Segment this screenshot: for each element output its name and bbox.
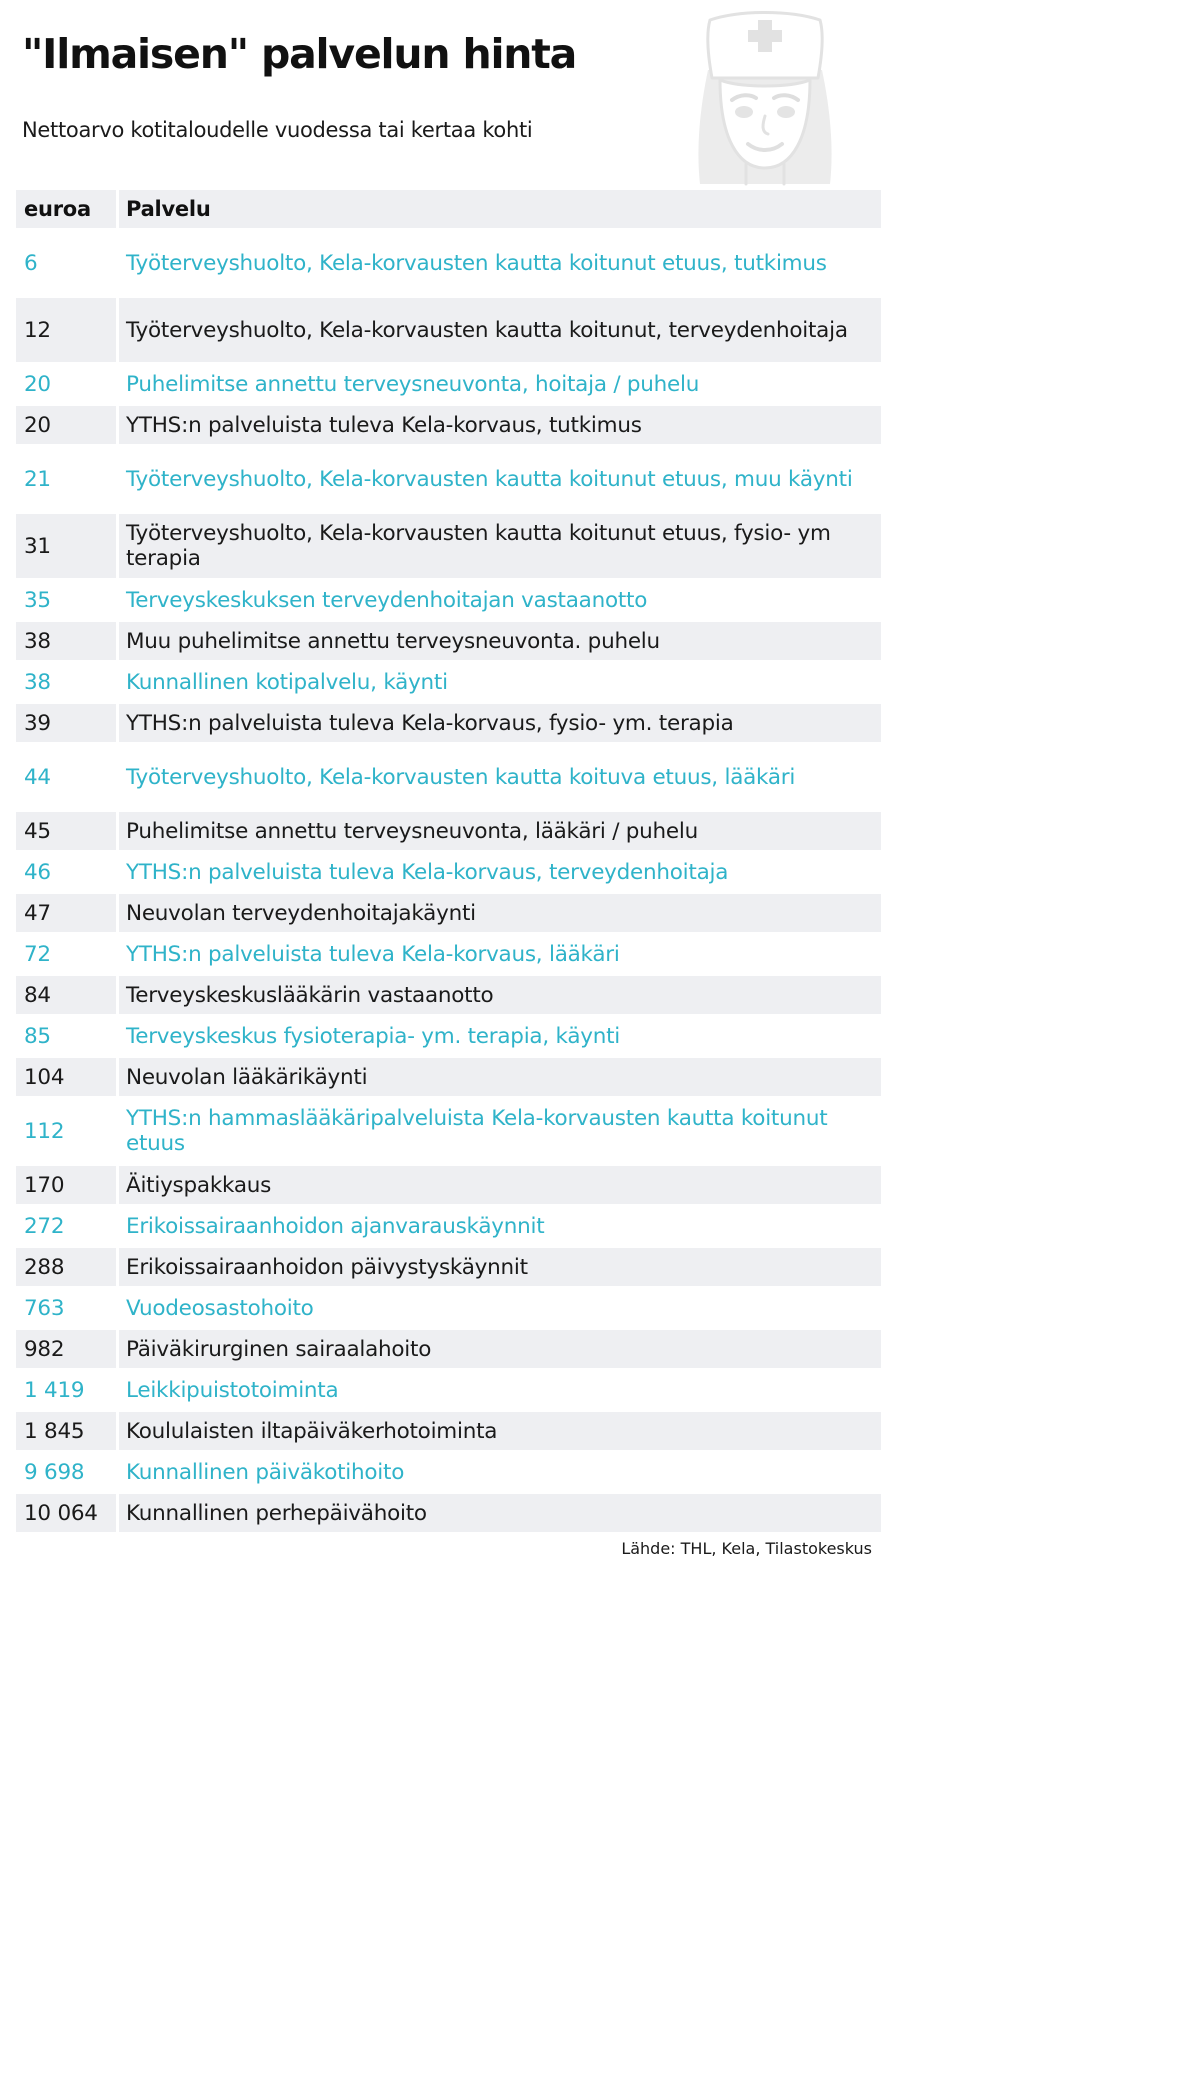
service-name: YTHS:n palveluista tuleva Kela-korvaus, lääkäri	[126, 941, 620, 967]
euro-value-cell	[16, 1166, 116, 1204]
euro-value-cell	[16, 1412, 116, 1450]
service-name: Äitiyspakkaus	[126, 1172, 272, 1198]
service-name: Muu puhelimitse annettu terveysneuvonta. puhelu	[126, 628, 660, 654]
service-cell	[119, 1453, 881, 1491]
euro-value-cell	[16, 1371, 116, 1409]
euro-value-cell	[16, 663, 116, 701]
euro-value: 20	[24, 412, 51, 438]
table-row	[16, 1248, 881, 1286]
table-row	[16, 663, 881, 701]
service-cell	[119, 704, 881, 742]
euro-value-cell	[16, 365, 116, 403]
service-cell	[119, 1412, 881, 1450]
table-row	[16, 1099, 881, 1163]
service-name: YTHS:n palveluista tuleva Kela-korvaus, terveydenhoitaja	[126, 859, 729, 885]
table-row	[16, 853, 881, 891]
service-name: Työterveyshuolto, Kela-korvausten kautta koitunut etuus, fysio- ym terapia	[126, 521, 831, 571]
table-row	[16, 298, 881, 362]
chart-title: "Ilmaisen" palvelun hinta	[22, 30, 577, 78]
euro-value: 72	[24, 941, 51, 967]
table-row	[16, 365, 881, 403]
euro-value-cell	[16, 745, 116, 809]
service-cell	[119, 663, 881, 701]
service-cell	[119, 1099, 881, 1163]
table-row	[16, 1453, 881, 1491]
euro-value-cell	[16, 406, 116, 444]
service-name: Työterveyshuolto, Kela-korvausten kautta koitunut, terveydenhoitaja	[126, 317, 848, 343]
euro-value: 85	[24, 1023, 51, 1049]
service-cell	[119, 1058, 881, 1096]
euro-value: 46	[24, 859, 51, 885]
service-cell	[119, 812, 881, 850]
euro-value: 104	[24, 1064, 65, 1090]
table-row	[16, 935, 881, 973]
euro-value-cell	[16, 1248, 116, 1286]
service-name: Neuvolan terveydenhoitajakäynti	[126, 900, 476, 926]
euro-value-cell	[16, 853, 116, 891]
euro-value: 84	[24, 982, 51, 1008]
service-name: Puhelimitse annettu terveysneuvonta, hoitaja / puhelu	[126, 371, 700, 397]
euro-value: 1 845	[24, 1418, 85, 1444]
euro-value-cell	[16, 622, 116, 660]
price-table	[16, 190, 881, 1535]
euro-value: 1 419	[24, 1377, 85, 1403]
column-header-palvelu	[119, 190, 881, 228]
service-name: YTHS:n palveluista tuleva Kela-korvaus, fysio- ym. terapia	[126, 710, 734, 736]
service-name: Koululaisten iltapäiväkerhotoiminta	[126, 1418, 498, 1444]
table-row	[16, 622, 881, 660]
chart-subtitle: Nettoarvo kotitaloudelle vuodessa tai kertaa kohti	[22, 118, 533, 142]
euro-value: 288	[24, 1254, 65, 1280]
table-row	[16, 1289, 881, 1327]
euro-value-cell	[16, 1017, 116, 1055]
service-name: Työterveyshuolto, Kela-korvausten kautta koituva etuus, lääkäri	[126, 764, 796, 790]
service-cell	[119, 894, 881, 932]
euro-value-cell	[16, 1330, 116, 1368]
euro-value-cell	[16, 514, 116, 578]
table-row	[16, 894, 881, 932]
service-name: Erikoissairaanhoidon päivystyskäynnit	[126, 1254, 528, 1280]
nurse-icon	[690, 8, 840, 188]
table-header	[16, 190, 881, 228]
table-row	[16, 704, 881, 742]
table-row	[16, 1371, 881, 1409]
column-header-palvelu-label: Palvelu	[126, 196, 211, 221]
euro-value: 6	[24, 250, 38, 276]
euro-value-cell	[16, 231, 116, 295]
euro-value-cell	[16, 1494, 116, 1532]
service-cell	[119, 853, 881, 891]
table-row	[16, 745, 881, 809]
table-row	[16, 1058, 881, 1096]
service-name: Vuodeosastohoito	[126, 1295, 314, 1321]
service-cell	[119, 514, 881, 578]
service-name: Kunnallinen perhepäivähoito	[126, 1500, 427, 1526]
service-name: YTHS:n palveluista tuleva Kela-korvaus, tutkimus	[126, 412, 642, 438]
table-row	[16, 1166, 881, 1204]
service-name: Terveyskeskuslääkärin vastaanotto	[126, 982, 494, 1008]
euro-value: 35	[24, 587, 51, 613]
service-cell	[119, 406, 881, 444]
euro-value-cell	[16, 812, 116, 850]
service-name: Terveyskeskus fysioterapia- ym. terapia, käynti	[126, 1023, 621, 1049]
service-cell	[119, 1166, 881, 1204]
service-cell	[119, 298, 881, 362]
euro-value: 763	[24, 1295, 65, 1321]
service-cell	[119, 1248, 881, 1286]
euro-value: 45	[24, 818, 51, 844]
service-cell	[119, 935, 881, 973]
table-row	[16, 1207, 881, 1245]
euro-value: 982	[24, 1336, 65, 1362]
table-row	[16, 1017, 881, 1055]
service-name: Terveyskeskuksen terveydenhoitajan vastaanotto	[126, 587, 648, 613]
euro-value: 272	[24, 1213, 65, 1239]
table-row	[16, 1412, 881, 1450]
table-row	[16, 581, 881, 619]
service-name: Neuvolan lääkärikäynti	[126, 1064, 368, 1090]
column-header-euroa	[16, 190, 116, 228]
service-cell	[119, 745, 881, 809]
euro-value-cell	[16, 1453, 116, 1491]
service-name: Kunnallinen päiväkotihoito	[126, 1459, 405, 1485]
euro-value-cell	[16, 935, 116, 973]
table-row	[16, 447, 881, 511]
euro-value-cell	[16, 1289, 116, 1327]
table-row	[16, 1494, 881, 1532]
euro-value-cell	[16, 704, 116, 742]
euro-value: 44	[24, 764, 51, 790]
euro-value-cell	[16, 1207, 116, 1245]
service-cell	[119, 1371, 881, 1409]
euro-value: 38	[24, 669, 51, 695]
service-name: Päiväkirurginen sairaalahoito	[126, 1336, 432, 1362]
service-name: YTHS:n hammaslääkäripalveluista Kela-korvausten kautta koitunut etuus	[126, 1106, 828, 1156]
source-note: Lähde: THL, Kela, Tilastokeskus	[621, 1539, 872, 1558]
service-cell	[119, 1330, 881, 1368]
service-cell	[119, 365, 881, 403]
euro-value-cell	[16, 447, 116, 511]
euro-value-cell	[16, 976, 116, 1014]
service-cell	[119, 622, 881, 660]
euro-value-cell	[16, 1099, 116, 1163]
euro-value: 47	[24, 900, 51, 926]
euro-value: 21	[24, 466, 51, 492]
table-row	[16, 812, 881, 850]
euro-value: 12	[24, 317, 51, 343]
service-cell	[119, 1289, 881, 1327]
euro-value: 38	[24, 628, 51, 654]
service-cell	[119, 231, 881, 295]
table-row	[16, 1330, 881, 1368]
euro-value: 31	[24, 533, 51, 559]
table-row	[16, 406, 881, 444]
euro-value: 10 064	[24, 1500, 98, 1526]
euro-value: 20	[24, 371, 51, 397]
table-row	[16, 976, 881, 1014]
service-cell	[119, 976, 881, 1014]
table-row	[16, 231, 881, 295]
service-cell	[119, 1494, 881, 1532]
euro-value: 112	[24, 1118, 65, 1144]
service-cell	[119, 1017, 881, 1055]
column-header-euroa-label: euroa	[24, 196, 91, 221]
euro-value-cell	[16, 298, 116, 362]
service-cell	[119, 447, 881, 511]
table-row	[16, 514, 881, 578]
euro-value: 170	[24, 1172, 65, 1198]
service-name: Erikoissairaanhoidon ajanvarauskäynnit	[126, 1213, 545, 1239]
euro-value-cell	[16, 581, 116, 619]
service-cell	[119, 581, 881, 619]
service-name: Työterveyshuolto, Kela-korvausten kautta koitunut etuus, tutkimus	[126, 250, 827, 276]
euro-value: 9 698	[24, 1459, 85, 1485]
euro-value-cell	[16, 894, 116, 932]
service-name: Leikkipuistotoiminta	[126, 1377, 339, 1403]
euro-value: 39	[24, 710, 51, 736]
service-name: Puhelimitse annettu terveysneuvonta, lääkäri / puhelu	[126, 818, 699, 844]
euro-value-cell	[16, 1058, 116, 1096]
service-name: Kunnallinen kotipalvelu, käynti	[126, 669, 448, 695]
table-body	[16, 231, 881, 1532]
service-cell	[119, 1207, 881, 1245]
service-name: Työterveyshuolto, Kela-korvausten kautta koitunut etuus, muu käynti	[126, 466, 853, 492]
